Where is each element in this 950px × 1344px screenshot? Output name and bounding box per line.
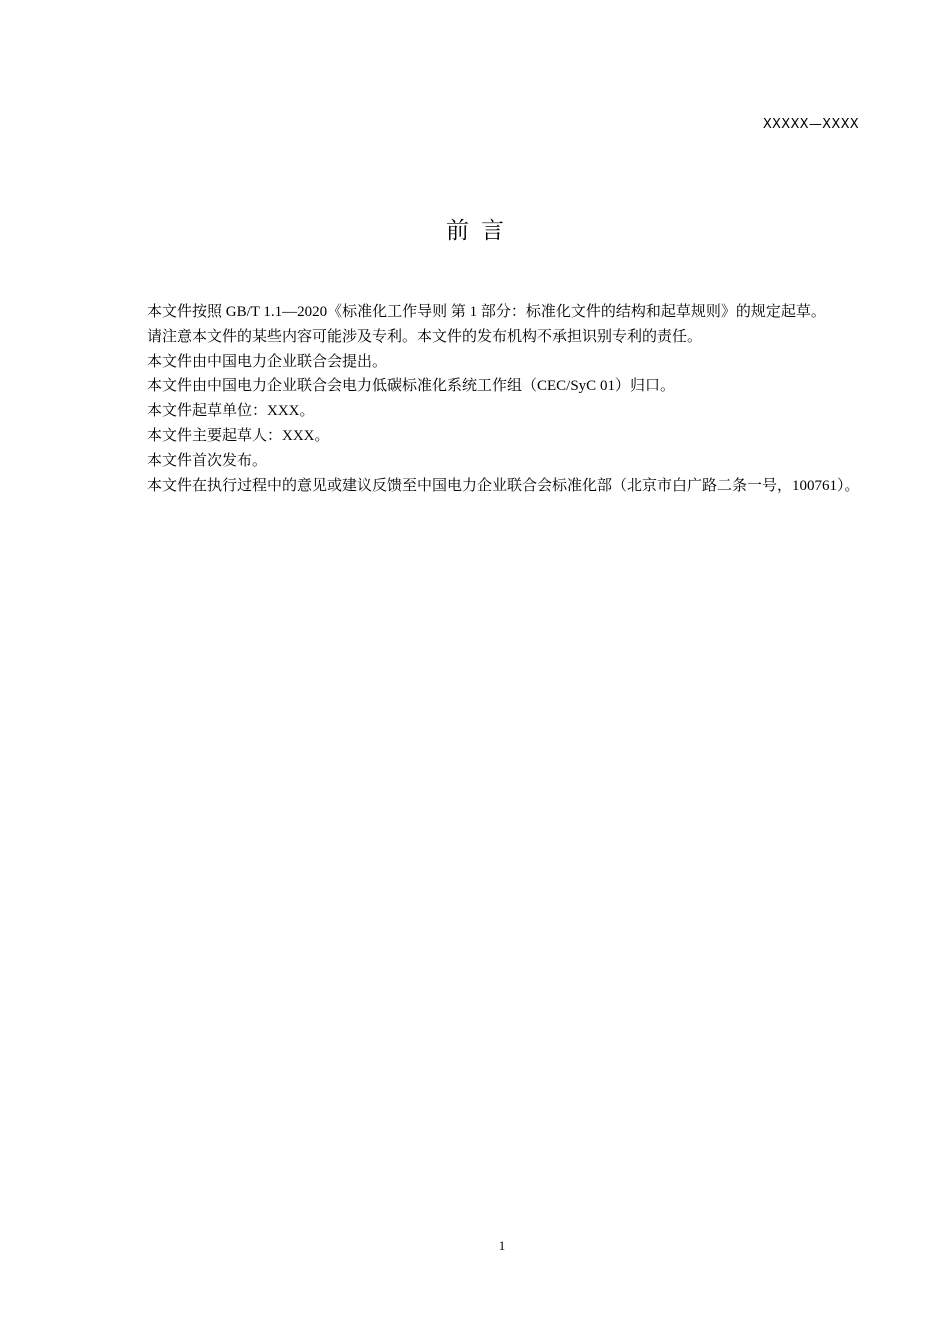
page-number: 1	[498, 1238, 506, 1253]
foreword-body	[114, 300, 864, 498]
paragraph-drafting-unit: 本文件起草单位：XXX。	[147, 403, 315, 420]
paragraph-first-release: 本文件首次发布。	[147, 452, 268, 469]
paragraph-main-drafters: 本文件主要起草人：XXX。	[147, 427, 330, 444]
paragraph-proposer: 本文件由中国电力企业联合会提出。	[147, 353, 388, 370]
page-title: 前言	[446, 218, 516, 244]
paragraph-patent-notice: 请注意本文件的某些内容可能涉及专利。本文件的发布机构不承担识别专利的责任。	[147, 328, 703, 345]
paragraph-drafting-rules: 本文件按照 GB/T 1.1—2020《标准化工作导则 第 1 部分：标准化文件的结构和起草规则》的规定起草。	[147, 304, 826, 320]
paragraph-feedback-address: 本文件在执行过程中的意见或建议反馈至中国电力企业联合会标准化部（北京市白广路二条一号，100761）。	[147, 477, 860, 494]
paragraph-technical-committee: 本文件由中国电力企业联合会电力低碳标准化系统工作组（CEC/SyC 01）归口。	[147, 378, 675, 395]
document-code: XXXXX—XXXX	[762, 117, 859, 132]
